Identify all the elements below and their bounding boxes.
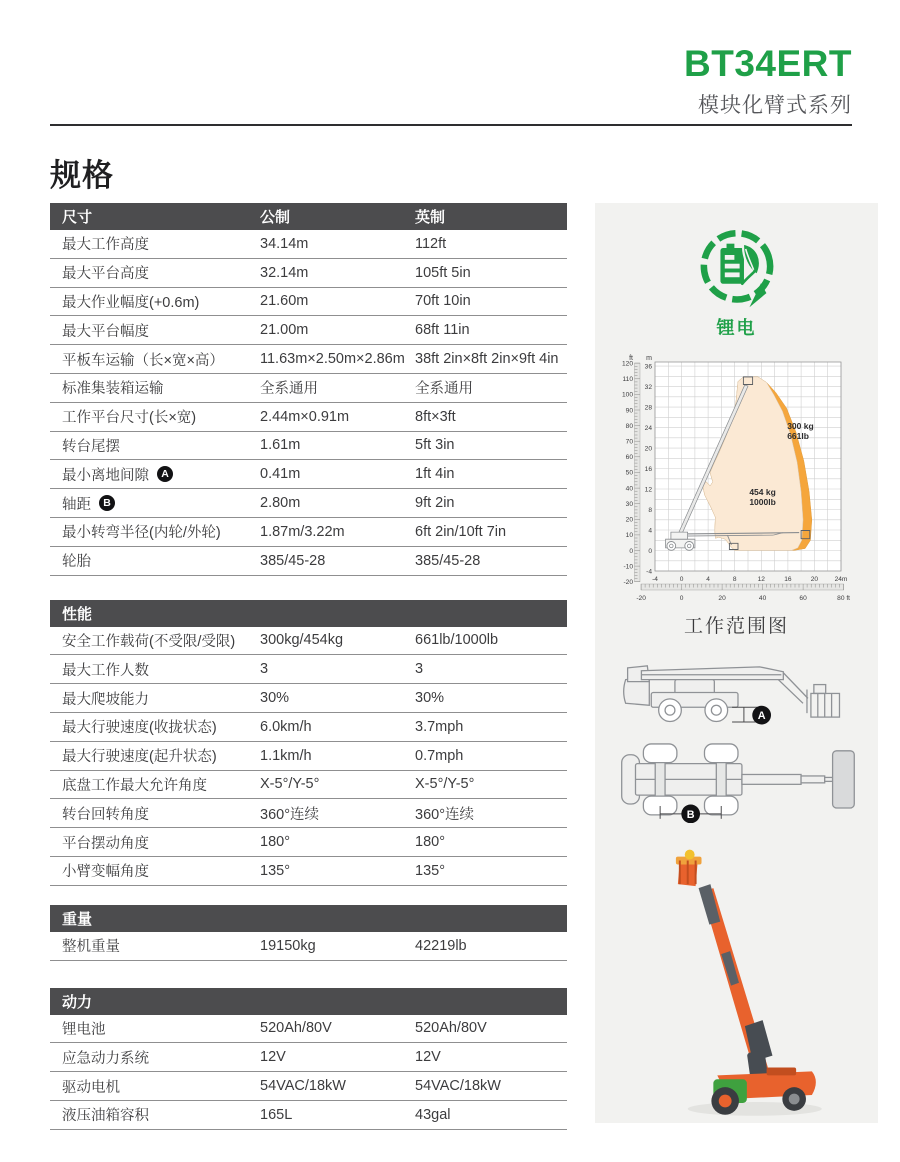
metric-value: 385/45-28	[260, 552, 326, 569]
working-range-chart-wrap	[619, 352, 855, 609]
row-label	[50, 803, 260, 824]
imperial-value: 661lb/1000lb	[415, 632, 499, 649]
table-title: 重量	[62, 910, 93, 928]
table-row	[50, 518, 567, 547]
row-label	[50, 464, 260, 485]
table-title: 尺寸	[62, 209, 93, 226]
row-label	[50, 262, 260, 283]
working-range-chart	[619, 352, 855, 604]
svg-text:300 kg: 300 kg	[786, 420, 814, 431]
svg-text:8: 8	[647, 506, 652, 514]
table-row	[50, 1043, 567, 1072]
metric-value: 54VAC/18kW	[260, 1078, 346, 1095]
spec-tables	[50, 203, 567, 1130]
row-label-text: 平台摆动角度	[62, 835, 149, 852]
svg-text:4: 4	[705, 575, 710, 583]
svg-text:4: 4	[647, 526, 652, 534]
metric-value: 1.1km/h	[260, 747, 312, 764]
svg-text:20: 20	[644, 445, 652, 453]
product-photo	[617, 827, 857, 1123]
imperial-value: 0.7mph	[415, 747, 464, 764]
row-label-text: 最大行驶速度(起升状态)	[62, 749, 217, 766]
svg-text:30: 30	[625, 500, 633, 508]
table-performance	[50, 600, 567, 886]
row-label-text: 小臂变幅角度	[62, 864, 149, 881]
imperial-value: 70ft 10in	[415, 293, 471, 310]
table-row	[50, 799, 567, 828]
svg-text:32: 32	[644, 383, 652, 391]
marker-a: A	[757, 709, 766, 722]
metric-value: 21.60m	[260, 293, 309, 310]
imperial-value: 30%	[415, 690, 445, 707]
table-row	[50, 1015, 567, 1044]
table-performance-header	[50, 600, 567, 627]
page-title: 规格	[50, 158, 114, 193]
row-label-text: 最大爬坡能力	[62, 691, 149, 708]
svg-text:-20: -20	[622, 578, 633, 586]
imperial-value: 135°	[415, 862, 445, 879]
row-label	[50, 630, 260, 651]
row-label-text: 工作平台尺寸(长×宽)	[62, 410, 197, 427]
svg-text:8: 8	[732, 575, 737, 583]
table-row	[50, 655, 567, 684]
svg-text:120: 120	[621, 360, 633, 368]
imperial-value: 6ft 2in/10ft 7in	[415, 523, 507, 540]
row-label-text: 应急动力系统	[62, 1050, 149, 1067]
table-row	[50, 230, 567, 259]
row-label	[50, 493, 260, 514]
metric-value: 19150kg	[260, 937, 316, 954]
metric-value: 30%	[260, 690, 290, 707]
table-dimensions	[50, 203, 567, 576]
row-label-text: 整机重量	[62, 939, 120, 956]
row-label	[50, 659, 260, 680]
row-label-text: 安全工作载荷(不受限/受限)	[62, 633, 236, 650]
imperial-value: 全系通用	[415, 381, 473, 398]
svg-text:20: 20	[810, 575, 818, 583]
table-row	[50, 547, 567, 576]
metric-value: 6.0km/h	[260, 718, 312, 735]
imperial-value: 12V	[415, 1049, 441, 1066]
row-label-text: 锂电池	[62, 1021, 106, 1038]
column-header-公制: 公制	[260, 209, 291, 226]
table-title: 动力	[62, 993, 93, 1011]
row-label	[50, 716, 260, 737]
svg-text:28: 28	[644, 404, 652, 412]
table-row	[50, 460, 567, 489]
row-label	[50, 406, 260, 427]
svg-text:20: 20	[717, 594, 726, 602]
metric-value: 全系通用	[260, 381, 318, 398]
row-label-text: 平板车运输（长×宽×高）	[62, 352, 224, 369]
row-label-text: 液压油箱容积	[62, 1108, 149, 1125]
row-label-text: 转台尾摆	[62, 438, 120, 455]
imperial-value: X-5°/Y-5°	[415, 776, 475, 793]
table-row	[50, 627, 567, 656]
svg-text:454 kg: 454 kg	[748, 486, 776, 497]
table-row	[50, 828, 567, 857]
svg-text:80: 80	[625, 422, 633, 430]
row-label-text: 最大工作人数	[62, 662, 149, 679]
row-label-text: 最大工作高度	[62, 237, 149, 254]
svg-text:80 ft: 80 ft	[836, 594, 850, 602]
imperial-value: 180°	[415, 834, 445, 851]
table-row	[50, 345, 567, 374]
svg-text:m: m	[645, 354, 652, 362]
imperial-value: 68ft 11in	[415, 322, 470, 339]
svg-text:1000lb: 1000lb	[748, 496, 776, 507]
table-title: 性能	[62, 605, 93, 623]
table-row	[50, 1101, 567, 1130]
imperial-value: 3	[415, 661, 424, 678]
page-header	[684, 44, 852, 119]
dimension-marker-a: A	[157, 466, 173, 482]
table-row	[50, 288, 567, 317]
row-label	[50, 860, 260, 881]
metric-value: 165L	[260, 1106, 293, 1123]
side-panel	[595, 203, 878, 1123]
table-row	[50, 432, 567, 461]
row-label-text: 轴距	[62, 496, 91, 513]
row-label-text: 最小转弯半径(内轮/外轮)	[62, 525, 221, 542]
svg-text:-4: -4	[651, 575, 658, 583]
metric-value: 11.63m×2.50m×2.86m	[260, 351, 405, 368]
imperial-value: 8ft×3ft	[415, 408, 456, 425]
side-view-diagram	[612, 656, 862, 729]
table-weight-header	[50, 905, 567, 932]
metric-value: 12V	[260, 1049, 286, 1066]
row-label	[50, 435, 260, 456]
row-label-text: 最大平台高度	[62, 266, 149, 283]
eco-battery-icon	[693, 221, 781, 312]
svg-text:40: 40	[625, 485, 633, 493]
table-power	[50, 988, 567, 1130]
table-row	[50, 374, 567, 403]
row-label	[50, 935, 260, 956]
metric-value: 360°连续	[260, 806, 319, 823]
svg-text:12: 12	[644, 485, 652, 493]
imperial-value: 1ft 4in	[415, 466, 455, 483]
row-label	[50, 774, 260, 795]
table-row	[50, 857, 567, 886]
top-view-diagram	[612, 739, 862, 824]
row-label	[50, 550, 260, 571]
svg-text:-4: -4	[645, 567, 652, 575]
metric-value: 1.87m/3.22m	[260, 523, 345, 540]
model-name: BT34ERT	[684, 43, 852, 84]
svg-text:24m: 24m	[834, 575, 847, 583]
column-header-英制: 英制	[415, 209, 446, 226]
imperial-value: 105ft 5in	[415, 264, 471, 281]
imperial-value: 54VAC/18kW	[415, 1078, 501, 1095]
svg-text:60: 60	[625, 453, 633, 461]
imperial-value: 385/45-28	[415, 552, 481, 569]
table-row	[50, 684, 567, 713]
imperial-value: 112ft	[415, 235, 447, 252]
metric-value: 1.61m	[260, 437, 301, 454]
svg-text:40: 40	[758, 594, 766, 602]
row-label	[50, 521, 260, 542]
row-label	[50, 377, 260, 398]
row-label	[50, 832, 260, 853]
svg-text:90: 90	[625, 406, 633, 414]
svg-text:110: 110	[621, 375, 633, 383]
svg-text:661lb: 661lb	[786, 430, 809, 441]
metric-value: 2.44m×0.91m	[260, 408, 350, 425]
marker-b: B	[686, 808, 695, 821]
metric-value: 3	[260, 661, 269, 678]
row-label-text: 轮胎	[62, 554, 91, 571]
chart-caption: 工作范围图	[683, 615, 789, 637]
svg-text:0: 0	[679, 575, 683, 583]
svg-text:16: 16	[644, 465, 652, 473]
table-row	[50, 316, 567, 345]
svg-text:ft: ft	[628, 354, 633, 362]
svg-text:60: 60	[798, 594, 807, 602]
svg-text:100: 100	[621, 391, 633, 399]
svg-text:16: 16	[783, 575, 792, 583]
table-weight	[50, 905, 567, 961]
table-row	[50, 742, 567, 771]
row-label	[50, 291, 260, 312]
row-label	[50, 1018, 260, 1039]
table-row	[50, 771, 567, 800]
row-label-text: 最小离地间隙	[62, 467, 149, 484]
row-label	[50, 688, 260, 709]
imperial-value: 3.7mph	[415, 718, 464, 735]
svg-text:20: 20	[625, 516, 633, 524]
svg-text:0: 0	[679, 594, 683, 602]
table-row	[50, 403, 567, 432]
svg-text:36: 36	[644, 363, 652, 371]
metric-value: 0.41m	[260, 466, 301, 483]
metric-value: 520Ah/80V	[260, 1020, 332, 1037]
row-label	[50, 1104, 260, 1125]
imperial-value: 520Ah/80V	[415, 1020, 487, 1037]
row-label	[50, 745, 260, 766]
svg-text:-10: -10	[622, 563, 633, 571]
row-label-text: 底盘工作最大允许角度	[62, 777, 207, 794]
metric-value: 135°	[260, 862, 290, 879]
svg-text:50: 50	[625, 469, 633, 477]
header-rule	[50, 124, 852, 126]
table-row	[50, 1072, 567, 1101]
metric-value: 180°	[260, 834, 290, 851]
imperial-value: 5ft 3in	[415, 437, 455, 454]
metric-value: X-5°/Y-5°	[260, 776, 320, 793]
row-label	[50, 1047, 260, 1068]
metric-value: 32.14m	[260, 264, 309, 281]
row-label	[50, 349, 260, 370]
imperial-value: 360°连续	[415, 806, 474, 823]
imperial-value: 43gal	[415, 1106, 451, 1123]
row-label-text: 最大行驶速度(收拢状态)	[62, 720, 217, 737]
series-name: 模块化臂式系列	[698, 93, 852, 117]
svg-text:0: 0	[647, 547, 652, 555]
svg-text:70: 70	[625, 438, 633, 446]
row-label-text: 转台回转角度	[62, 806, 149, 823]
table-power-header	[50, 988, 567, 1015]
metric-value: 21.00m	[260, 322, 309, 339]
svg-text:0: 0	[628, 547, 633, 555]
table-row	[50, 713, 567, 742]
svg-text:24: 24	[644, 424, 652, 432]
table-row	[50, 489, 567, 518]
table-row	[50, 932, 567, 961]
row-label	[50, 1076, 260, 1097]
lithium-badge: 锂电	[716, 317, 757, 338]
dimension-marker-b: B	[99, 495, 115, 511]
metric-value: 300kg/454kg	[260, 632, 344, 649]
row-label-text: 标准集装箱运输	[62, 381, 164, 398]
metric-value: 2.80m	[260, 495, 301, 512]
svg-text:12: 12	[757, 575, 765, 583]
imperial-value: 42219lb	[415, 937, 467, 954]
metric-value: 34.14m	[260, 235, 309, 252]
row-label	[50, 320, 260, 341]
row-label-text: 最大平台幅度	[62, 323, 149, 340]
row-label-text: 最大作业幅度(+0.6m)	[62, 294, 200, 311]
svg-text:-20: -20	[635, 594, 646, 602]
svg-text:10: 10	[625, 531, 633, 539]
imperial-value: 38ft 2in×8ft 2in×9ft 4in	[415, 351, 559, 368]
row-label	[50, 233, 260, 254]
row-label-text: 驱动电机	[62, 1079, 120, 1096]
table-row	[50, 259, 567, 288]
table-dimensions-header	[50, 203, 567, 230]
imperial-value: 9ft 2in	[415, 495, 455, 512]
